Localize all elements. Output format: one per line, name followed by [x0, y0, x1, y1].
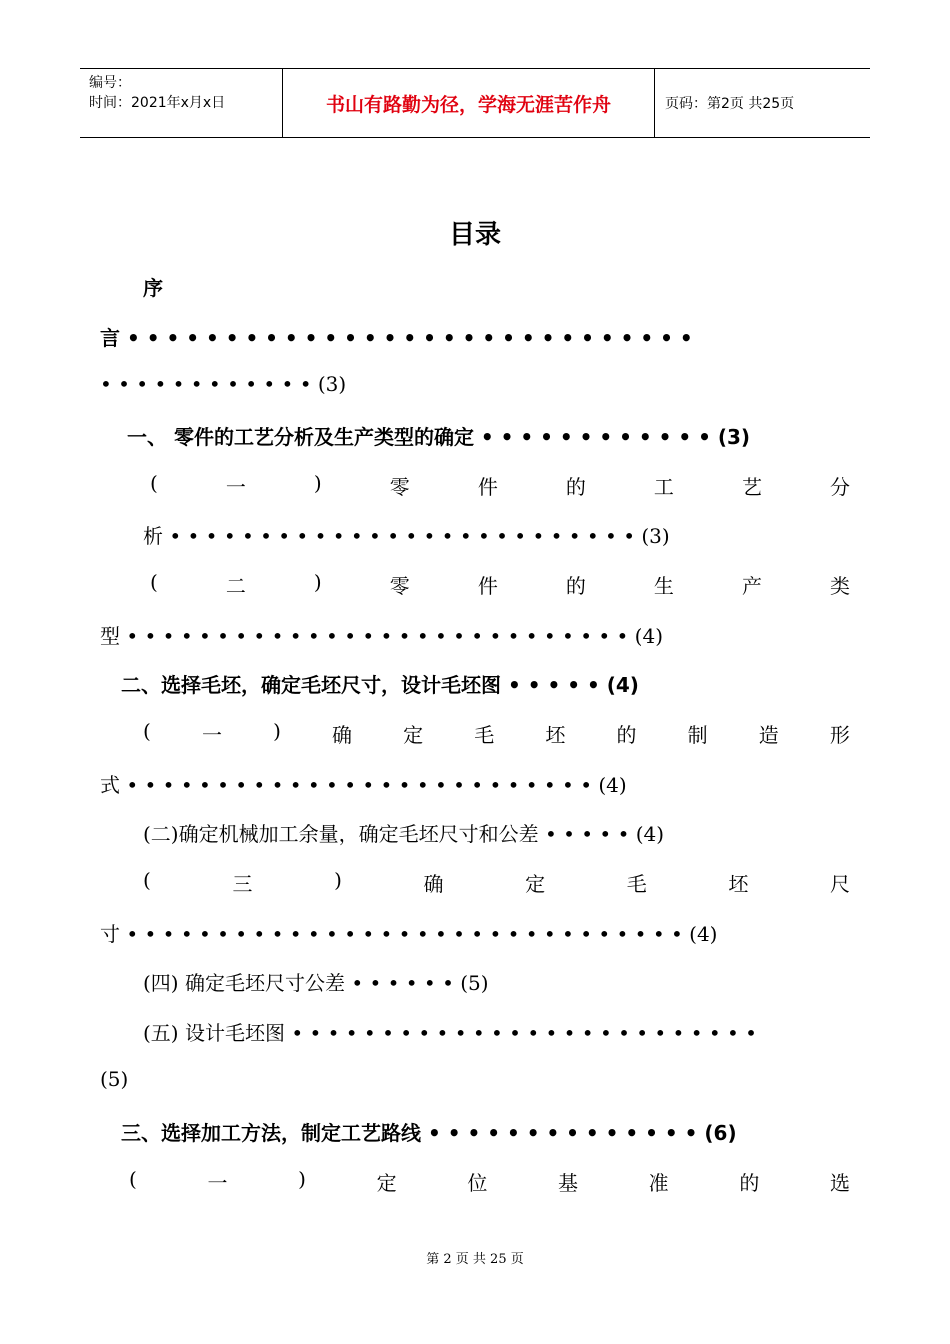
toc-char: 类 [830, 574, 850, 598]
toc-char: ( [150, 570, 158, 594]
toc-section-2-5: (五) 设计毛坯图 • • • • • • • • • • • • • • • • • • • • • • • • • • [143, 1021, 757, 1045]
toc-section-2-1 [143, 719, 850, 748]
toc-char: 件 [477, 475, 498, 499]
toc-char: 一 [225, 475, 246, 499]
toc-char: ) [298, 1167, 306, 1191]
toc-section-2-4: (四) 确定毛坯尺寸公差 • • • • • • (5) [143, 971, 489, 995]
toc-char: 确 [332, 723, 352, 747]
toc-char: 三 [232, 872, 253, 896]
toc-char: ( [129, 1167, 137, 1191]
toc-char: 确 [423, 872, 444, 896]
toc-section-2-1-tail: 式 • • • • • • • • • • • • • • • • • • • • • • • • • • (4) [100, 773, 627, 797]
toc-char: 坯 [728, 872, 749, 896]
toc-section-2-3 [143, 868, 850, 897]
toc-preface-b: 言 • • • • • • • • • • • • • • • • • • • • • • • • • • • • • [100, 326, 693, 350]
toc-char: ( [143, 719, 151, 743]
toc-char: 毛 [474, 723, 495, 747]
toc-char: ) [313, 471, 322, 495]
header-page-label: 页码：第2页 共25页 [665, 96, 795, 112]
toc-preface-a: 序 [143, 276, 163, 300]
toc-char: 坯 [545, 723, 566, 747]
toc-char: 形 [829, 723, 850, 747]
toc-char: 零 [389, 475, 410, 499]
toc-char: 尺 [830, 872, 850, 896]
toc-char: 定 [403, 723, 424, 747]
toc-char: ( [150, 471, 158, 495]
toc-char: 一 [201, 723, 222, 747]
toc-char: 二 [225, 574, 246, 598]
toc-section-1: 一、 零件的工艺分析及生产类型的确定 • • • • • • • • • • • • (3) [127, 425, 751, 449]
header-motto: 书山有路勤为径，学海无涯苦作舟 [282, 69, 655, 137]
toc-char: 艺 [741, 475, 762, 499]
toc-char: 准 [648, 1171, 669, 1195]
toc-char: 造 [758, 723, 779, 747]
toc-char: 一 [207, 1171, 228, 1195]
toc-section-2: 二、选择毛坯，确定毛坯尺寸，设计毛坯图 • • • • • (4) [121, 673, 639, 697]
toc-char: ( [143, 868, 151, 892]
toc-char: 的 [616, 723, 637, 747]
toc-char: 分 [830, 475, 850, 499]
page-footer: 第 2 页 共 25 页 [426, 1252, 524, 1267]
toc-section-1-2-tail: 型 • • • • • • • • • • • • • • • • • • • • • • • • • • • • (4) [100, 624, 664, 648]
toc-char: 的 [565, 475, 586, 499]
toc-char: 选 [830, 1171, 850, 1195]
toc-section-2-2: (二)确定机械加工余量，确定毛坯尺寸和公差 • • • • • (4) [143, 822, 665, 846]
toc-char: 生 [653, 574, 674, 598]
page-title: 目录 [448, 220, 501, 250]
toc-char: 的 [565, 574, 586, 598]
toc-char: ) [273, 719, 281, 743]
toc-section-3: 三、选择加工方法，制定工艺路线 • • • • • • • • • • • • • • (6) [121, 1121, 737, 1145]
header-meta [80, 69, 282, 137]
toc-char: 基 [557, 1171, 578, 1195]
toc-section-1-2 [150, 570, 850, 599]
toc-char: 工 [653, 475, 674, 499]
toc-section-1-1-tail: 析 • • • • • • • • • • • • • • • • • • • • • • • • • • (3) [143, 524, 670, 548]
toc-section-3-1 [129, 1167, 850, 1196]
toc-char: ) [334, 868, 342, 892]
number-label: 编号： [89, 75, 131, 91]
page-header [80, 68, 870, 138]
toc-section-2-3-tail: 寸 • • • • • • • • • • • • • • • • • • • • • • • • • • • • • • • (4) [100, 922, 718, 946]
toc-char: ) [313, 570, 322, 594]
toc-char: 产 [741, 574, 762, 598]
toc-section-2-5-tail: (5) [100, 1067, 129, 1091]
toc-char: 毛 [626, 872, 647, 896]
toc-preface-c: • • • • • • • • • • • • (3) [100, 372, 347, 396]
toc-char: 零 [389, 574, 410, 598]
time-label: 时间：2021年x月x日 [89, 95, 226, 111]
toc-char: 定 [376, 1171, 397, 1195]
toc-char: 件 [477, 574, 498, 598]
toc-char: 定 [525, 872, 546, 896]
toc-char: 制 [687, 723, 708, 747]
toc-section-1-1 [150, 471, 850, 500]
toc-char: 位 [467, 1171, 488, 1195]
toc-char: 的 [739, 1171, 760, 1195]
